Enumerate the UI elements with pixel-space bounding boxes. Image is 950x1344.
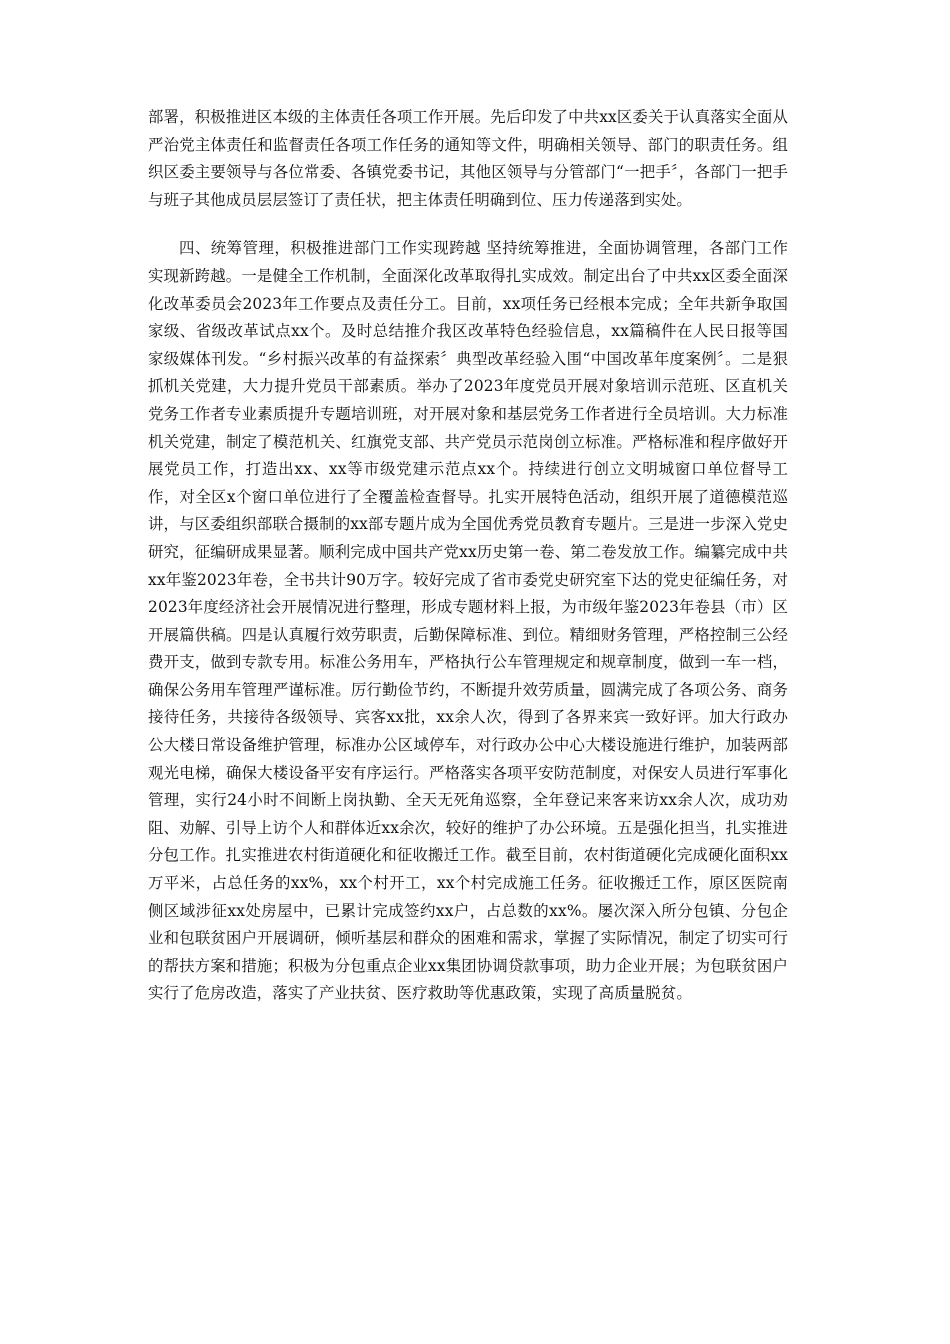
paragraph-coordination-management: 四、统筹管理，积极推进部门工作实现跨越 坚持统筹推进，全面协调管理，各部门工作实现新跨越。一是健全工作机制，全面深化改革取得扎实成效。制定出台了中共xx区委全面深化改革委员会2023年工作要点及责任分工。目前，xx项任务已经根本完成；全年共新争取国家级、省级改革试点xx个。及时总结推介我区改革特色经验信息，xx篇稿件在人民日报等国家级媒体刊发。“乡村振兴改革的有益探索〞典型改革经验入围“中国改革年度案例〞。二是狠抓机关党建，大力提升党员干部素质。举办了2023年度党员开展对象培训示范班、区直机关党务工作者专业素质提升专题培训班，对开展对象和基层党务工作者进行全员培训。大力标准机关党建，制定了模范机关、红旗党支部、共产党员示范岗创立标准。严格标准和程序做好开展党员工作，打造出xx、xx等市级党建示范点xx个。持续进行创立文明城窗口单位督导工作，对全区x个窗口单位进行了全覆盖检查督导。扎实开展特色活动，组织开展了道德模范巡讲，与区委组织部联合摄制的xx部专题片成为全国优秀党员教育专题片。三是进一步深入党史研究，征编研成果显著。顺利完成中国共产党xx历史第一卷、第二卷发放工作。编纂完成中共xx年鉴2023年卷，全书共计90万字。较好完成了省市委党史研究室下达的党史征编任务，对2023年度经济社会开展情况进行整理，形成专题材料上报，为市级年鉴2023年卷县（市）区开展篇供稿。四是认真履行效劳职责，后勤保障标准、到位。精细财务管理，严格控制三公经费开支，做到专款专用。标准公务用车，严格执行公车管理规定和规章制度，做到一车一档，确保公务用车管理严谨标准。厉行勤俭节约，不断提升效劳质量，圆满完成了各项公务、商务接待任务，共接待各级领导、宾客xx批，xx余人次，得到了各界来宾一致好评。加大行政办公大楼日常设备维护管理，标准办公区域停车，对行政办公中心大楼设施进行维护，加装两部观光电梯，确保大楼设备平安有序运行。严格落实各项平安防范制度，对保安人员进行军事化管理，实行24小时不间断上岗执勤、全天无死角巡察，全年登记来客来访xx余人次，成功劝阻、劝解、引导上访个人和群体近xx余次，较好的维护了办公环境。五是强化担当，扎实推进分包工作。扎实推进农村街道硬化和征收搬迁工作。截至目前，农村街道硬化完成硬化面积xx万平米，占总任务的xx%，xx个村开工，xx个村完成施工任务。征收搬迁工作，原区医院南侧区域涉征xx处房屋中，已累计完成签约xx户，占总数的xx%。屡次深入所分包镇、分包企业和包联贫困户开展调研，倾听基层和群众的困难和需求，掌握了实际情况，制定了切实可行的帮扶方案和措施；积极为分包重点企业xx集团协调贷款事项，助力企业开展；为包联贫困户实行了危房改造，落实了产业扶贫、医疗救助等优惠政策，实现了高质量脱贫。 — [148, 239, 788, 1003]
document-page — [148, 104, 788, 1008]
paragraph-responsibility: 部署，积极推进区本级的主体责任各项工作开展。先后印发了中共xx区委关于认真落实全面从严治党主体责任和监督责任各项工作任务的通知等文件，明确相关领导、部门的职责任务。组织区委主要领导与各位常委、各镇党委书记，其他区领导与分管部门“一把手〞，各部门一把手与班子其他成员层层签订了责任状，把主体责任明确到位、压力传递落到实处。 — [148, 108, 788, 209]
